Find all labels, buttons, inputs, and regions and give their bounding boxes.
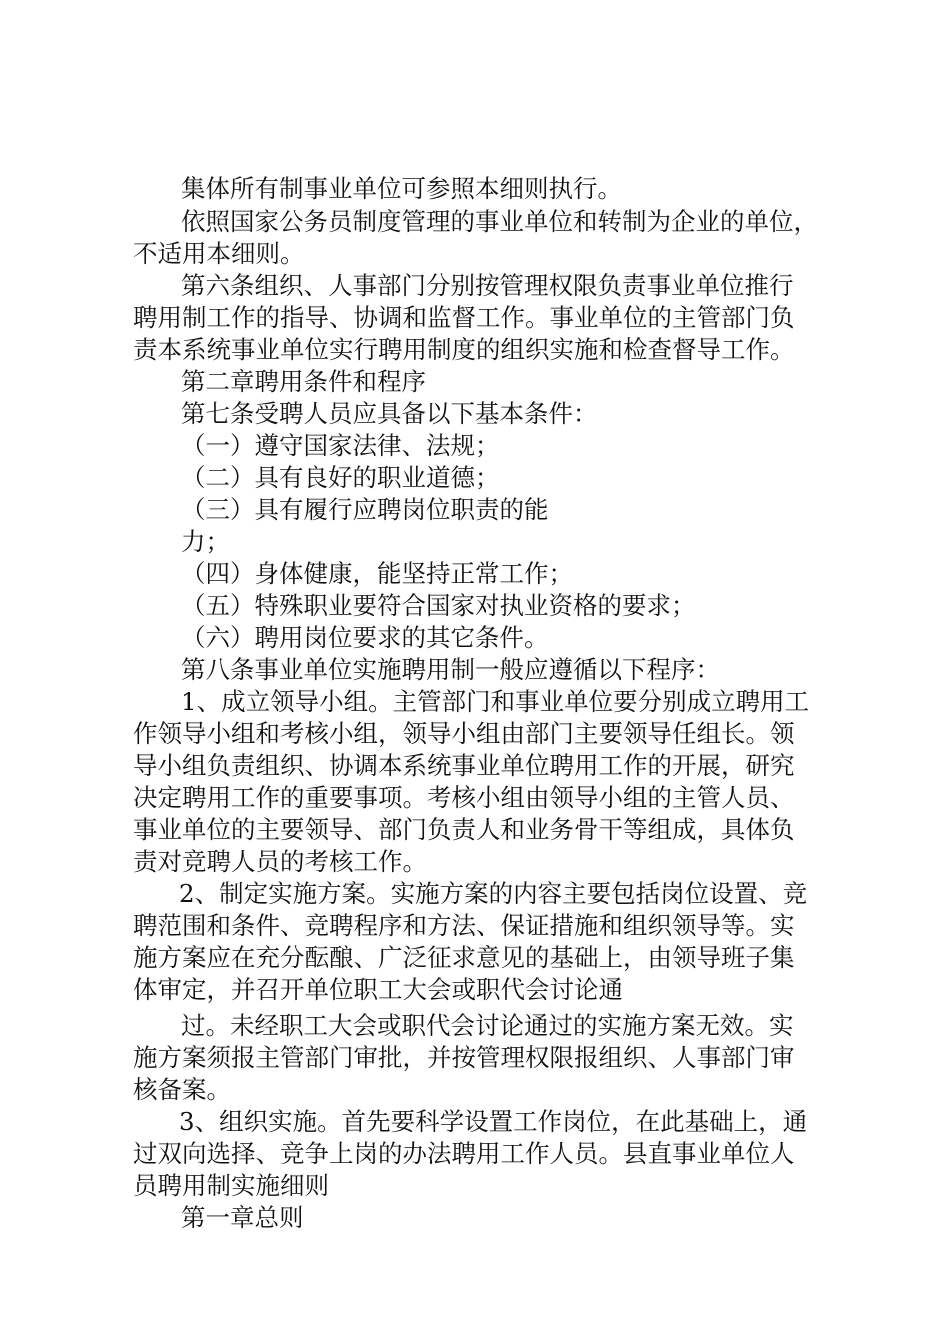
list-item: （六）聘用岗位要求的其它条件。 [181, 623, 549, 652]
paragraph-line: 第八条事业单位实施聘用制一般应遵循以下程序： [181, 655, 720, 684]
paragraph-line: 施方案应在充分酝酿、广泛征求意见的基础上，由领导班子集 [133, 943, 795, 972]
list-item: （五）特殊职业要符合国家对执业资格的要求； [181, 591, 696, 620]
paragraph-line: 2、制定实施方案。实施方案的内容主要包括岗位设置、竞 [179, 879, 808, 908]
list-item: （三）具有履行应聘岗位职责的能 [181, 495, 549, 524]
paragraph-line: 第六条组织、人事部门分别按管理权限负责事业单位推行 [181, 271, 794, 300]
chapter-heading: 第一章总则 [181, 1203, 304, 1232]
chapter-heading: 第二章聘用条件和程序 [181, 367, 426, 396]
paragraph-line: 不适用本细则。 [133, 239, 305, 268]
list-item: （一）遵守国家法律、法规； [181, 431, 500, 460]
paragraph-line: 过。未经职工大会或职代会讨论通过的实施方案无效。实 [181, 1011, 794, 1040]
paragraph-line: 依照国家公务员制度管理的事业单位和转制为企业的单位， [181, 207, 818, 236]
paragraph-line: 责对竞聘人员的考核工作。 [133, 847, 427, 876]
paragraph-line: 作领导小组和考核小组，领导小组由部门主要领导任组长。领 [133, 719, 795, 748]
paragraph-line: 导小组负责组织、协调本系统事业单位聘用工作的开展，研究 [133, 751, 795, 780]
paragraph-line: 第七条受聘人员应具备以下基本条件： [181, 399, 598, 428]
paragraph-line: 1、成立领导小组。主管部门和事业单位要分别成立聘用工 [181, 687, 810, 716]
paragraph-line: 集体所有制事业单位可参照本细则执行。 [181, 174, 622, 203]
paragraph-line: 员聘用制实施细则 [133, 1171, 329, 1200]
paragraph-line: 体审定，并召开单位职工大会或职代会讨论通 [133, 975, 623, 1004]
paragraph-line: 3、组织实施。首先要科学设置工作岗位，在此基础上，通 [179, 1107, 808, 1136]
list-item: （四）身体健康，能坚持正常工作； [181, 559, 573, 588]
paragraph-line: 核备案。 [133, 1075, 231, 1104]
paragraph-line: 聘用制工作的指导、协调和监督工作。事业单位的主管部门负 [133, 303, 795, 332]
paragraph-line: 过双向选择、竞争上岗的办法聘用工作人员。县直事业单位人 [133, 1139, 795, 1168]
list-item: 力； [181, 527, 230, 556]
paragraph-line: 决定聘用工作的重要事项。考核小组由领导小组的主管人员、 [133, 783, 795, 812]
list-item: （二）具有良好的职业道德； [181, 463, 500, 492]
paragraph-line: 责本系统事业单位实行聘用制度的组织实施和检查督导工作。 [133, 335, 795, 364]
paragraph-line: 施方案须报主管部门审批，并按管理权限报组织、人事部门审 [133, 1043, 795, 1072]
paragraph-line: 事业单位的主要领导、部门负责人和业务骨干等组成，具体负 [133, 815, 795, 844]
paragraph-line: 聘范围和条件、竞聘程序和方法、保证措施和组织领导等。实 [133, 911, 795, 940]
